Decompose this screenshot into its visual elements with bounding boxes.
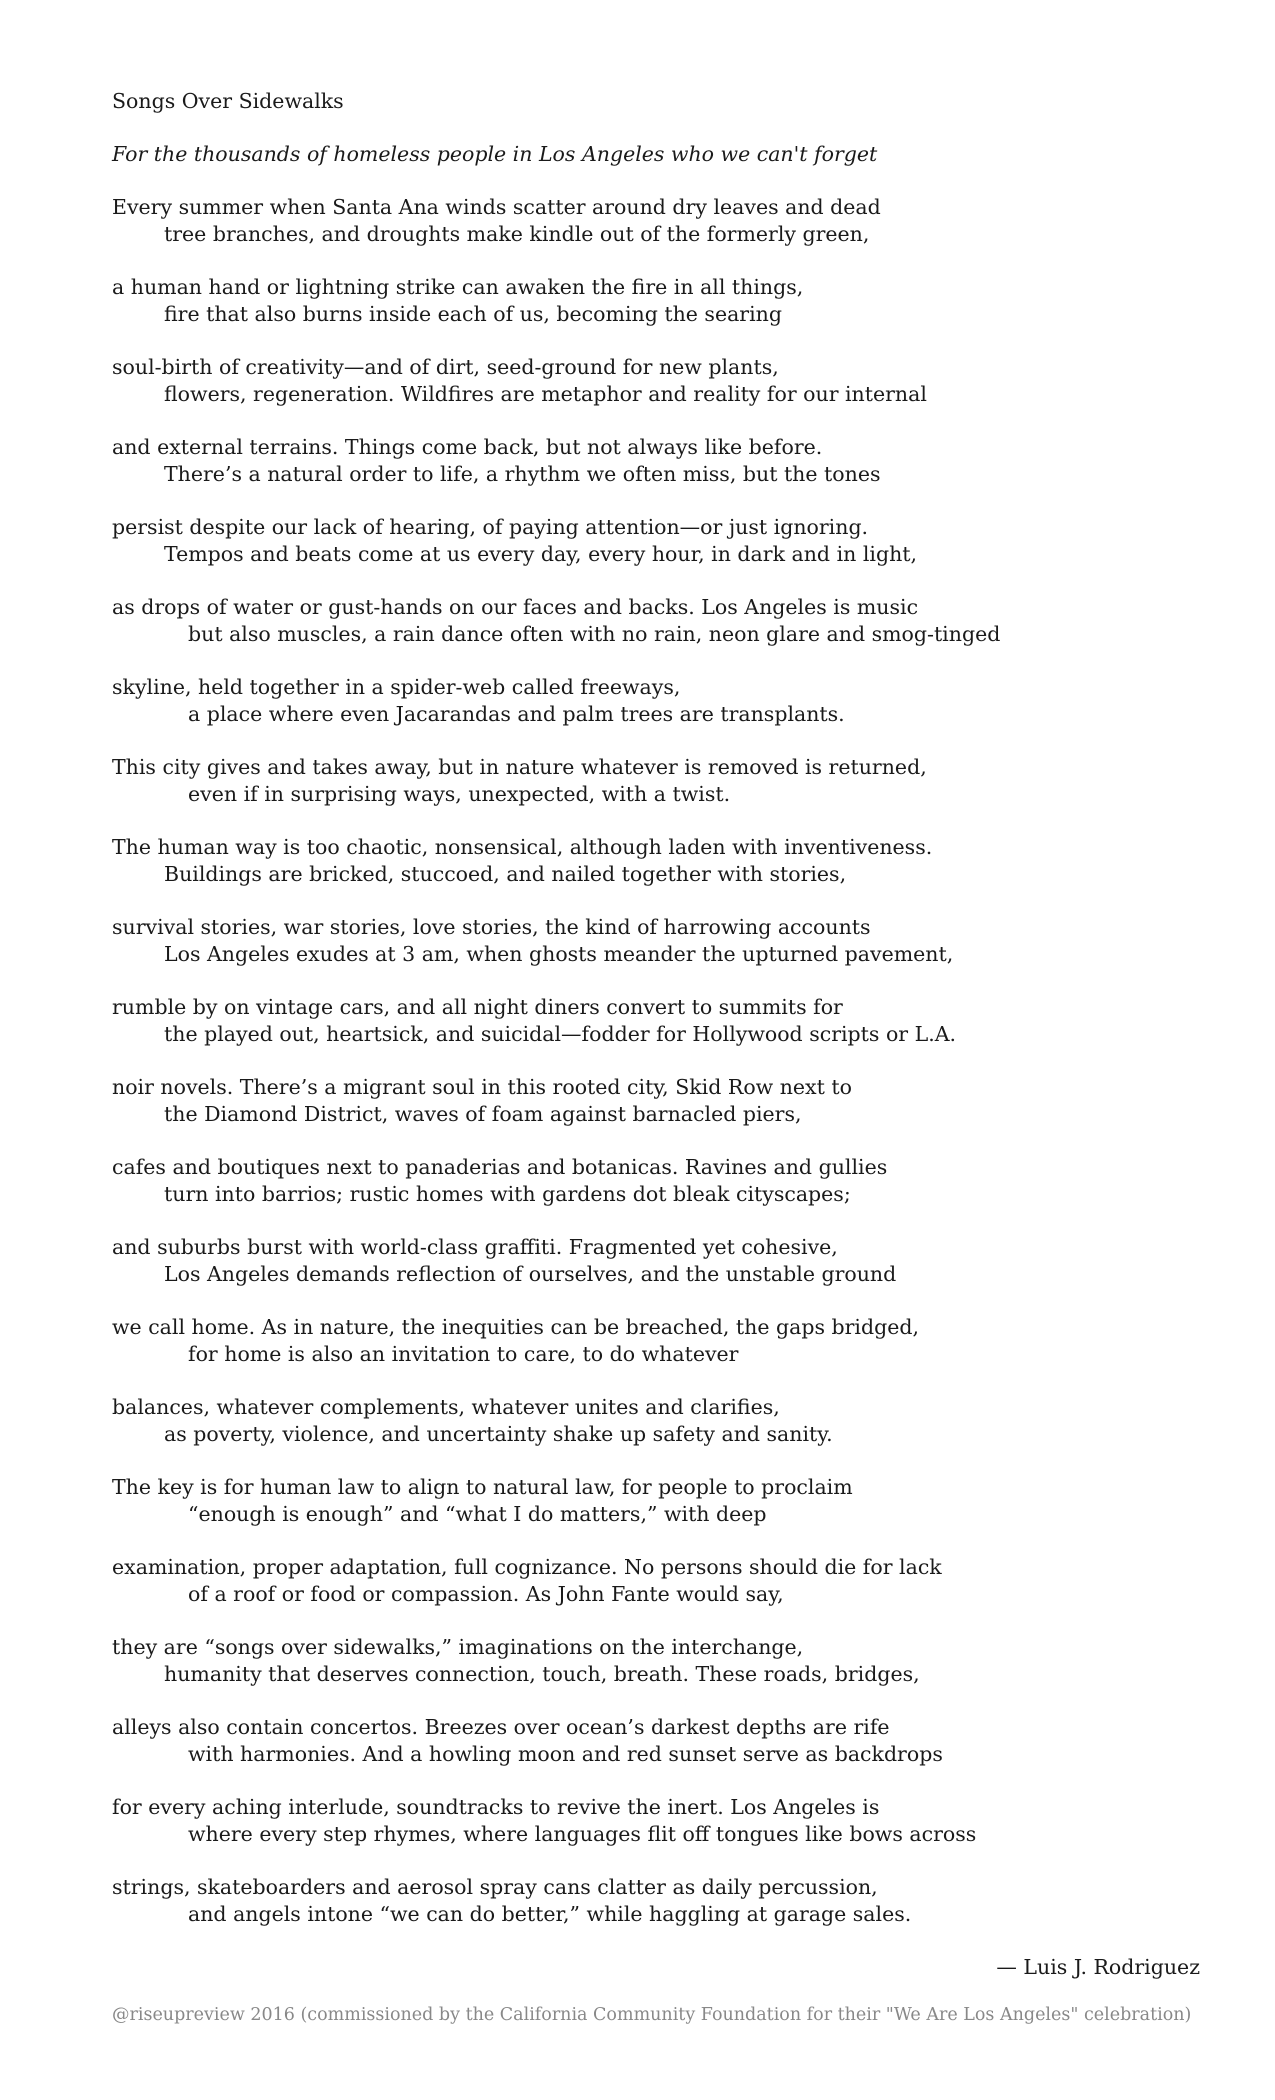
poem-line-indented: the played out, heartsick, and suicidal—fodder for Hollywood scripts or L.A. (164, 1022, 957, 1046)
poem-page (112, 88, 1232, 2027)
poem-line: balances, whatever complements, whatever unites and clarifies, (112, 1395, 780, 1419)
poem-line: examination, proper adaptation, full cognizance. No persons should die for lack (112, 1555, 942, 1579)
poem-stanza (112, 674, 1232, 728)
poem-line: a human hand or lightning strike can awaken the fire in all things, (112, 275, 804, 299)
poem-line: skyline, held together in a spider-web called freeways, (112, 675, 681, 699)
poem-stanza (112, 754, 1232, 808)
poem-line-indented: as poverty, violence, and uncertainty shake up safety and sanity. (164, 1422, 833, 1446)
poem-line: cafes and boutiques next to panaderias and botanicas. Ravines and gullies (112, 1155, 888, 1179)
poem-line-indented: flowers, regeneration. Wildfires are metaphor and reality for our internal (164, 382, 927, 406)
poem-stanza (112, 1394, 1232, 1448)
poem-stanza (112, 594, 1232, 648)
poem-line: rumble by on vintage cars, and all night diners convert to summits for (112, 995, 843, 1019)
poem-stanza (112, 914, 1232, 968)
poem-line-indented: tree branches, and droughts make kindle out of the formerly green, (164, 222, 870, 246)
poem-author: — Luis J. Rodriguez (996, 1955, 1200, 1979)
poem-line: for every aching interlude, soundtracks to revive the inert. Los Angeles is (112, 1795, 880, 1819)
poem-line: survival stories, war stories, love stories, the kind of harrowing accounts (112, 915, 871, 939)
poem-line: alleys also contain concertos. Breezes over ocean’s darkest depths are rife (112, 1715, 890, 1739)
poem-stanza (112, 1714, 1232, 1768)
poem-line: they are “songs over sidewalks,” imaginations on the interchange, (112, 1635, 804, 1659)
poem-line-indented: even if in surprising ways, unexpected, with a twist. (188, 782, 731, 806)
poem-dedication: For the thousands of homeless people in Los Angeles who we can't forget (112, 142, 878, 166)
poem-line: as drops of water or gust-hands on our faces and backs. Los Angeles is music (112, 595, 919, 619)
poem-line: persist despite our lack of hearing, of paying attention—or just ignoring. (112, 515, 869, 539)
poem-line-indented: There’s a natural order to life, a rhythm we often miss, but the tones (164, 462, 881, 486)
poem-stanza (112, 514, 1232, 568)
poem-line: This city gives and takes away, but in nature whatever is removed is returned, (112, 755, 927, 779)
poem-line-indented: with harmonies. And a howling moon and red sunset serve as backdrops (188, 1742, 943, 1766)
poem-stanza (112, 354, 1232, 408)
poem-line-indented: but also muscles, a rain dance often with no rain, neon glare and smog-tinged (188, 622, 1001, 646)
poem-line-indented: where every step rhymes, where languages flit off tongues like bows across (188, 1822, 977, 1846)
poem-stanza (112, 274, 1232, 328)
poem-line-indented: Tempos and beats come at us every day, every hour, in dark and in light, (164, 542, 918, 566)
poem-line: The key is for human law to align to natural law, for people to proclaim (112, 1475, 853, 1499)
poem-stanza (112, 1314, 1232, 1368)
poem-line-indented: and angels intone “we can do better,” while haggling at garage sales. (188, 1902, 912, 1926)
poem-line: and external terrains. Things come back, but not always like before. (112, 435, 823, 459)
poem-line: soul-birth of creativity—and of dirt, seed-ground for new plants, (112, 355, 779, 379)
poem-line-indented: Los Angeles demands reflection of ourselves, and the unstable ground (164, 1262, 897, 1286)
poem-line-indented: fire that also burns inside each of us, becoming the searing (164, 302, 782, 326)
poem-stanza (112, 1554, 1232, 1608)
poem-line-indented: turn into barrios; rustic homes with gardens dot bleak cityscapes; (164, 1182, 851, 1206)
poem-stanza (112, 194, 1232, 248)
poem-title: Songs Over Sidewalks (112, 89, 344, 113)
poem-line: we call home. As in nature, the inequities can be breached, the gaps bridged, (112, 1315, 919, 1339)
poem-stanza (112, 434, 1232, 488)
poem-line-indented: of a roof or food or compassion. As John Fante would say, (188, 1582, 784, 1606)
poem-line-indented: humanity that deserves connection, touch, breath. These roads, bridges, (164, 1662, 920, 1686)
poem-line-indented: “enough is enough” and “what I do matters,” with deep (188, 1502, 767, 1526)
poem-stanza (112, 1474, 1232, 1528)
poem-line: The human way is too chaotic, nonsensical, although laden with inventiveness. (112, 835, 933, 859)
poem-line-indented: Buildings are bricked, stuccoed, and nailed together with stories, (164, 862, 847, 886)
poem-line: strings, skateboarders and aerosol spray cans clatter as daily percussion, (112, 1875, 878, 1899)
poem-stanza (112, 994, 1232, 1048)
poem-stanza (112, 1074, 1232, 1128)
poem-stanzas (112, 194, 1232, 1928)
poem-credit: @riseupreview 2016 (commissioned by the California Community Foundation for their "We Are Los Angeles" celebration) (112, 2005, 1192, 2025)
poem-line-indented: a place where even Jacarandas and palm trees are transplants. (188, 702, 845, 726)
poem-line: Every summer when Santa Ana winds scatter around dry leaves and dead (112, 195, 881, 219)
poem-stanza (112, 1874, 1232, 1928)
poem-line-indented: the Diamond District, waves of foam against barnacled piers, (164, 1102, 802, 1126)
poem-stanza (112, 1794, 1232, 1848)
poem-line-indented: for home is also an invitation to care, to do whatever (188, 1342, 739, 1366)
poem-stanza (112, 834, 1232, 888)
poem-stanza (112, 1234, 1232, 1288)
poem-line: noir novels. There’s a migrant soul in this rooted city, Skid Row next to (112, 1075, 852, 1099)
poem-stanza (112, 1634, 1232, 1688)
poem-line-indented: Los Angeles exudes at 3 am, when ghosts meander the upturned pavement, (164, 942, 954, 966)
poem-stanza (112, 1154, 1232, 1208)
poem-line: and suburbs burst with world-class graffiti. Fragmented yet cohesive, (112, 1235, 838, 1259)
